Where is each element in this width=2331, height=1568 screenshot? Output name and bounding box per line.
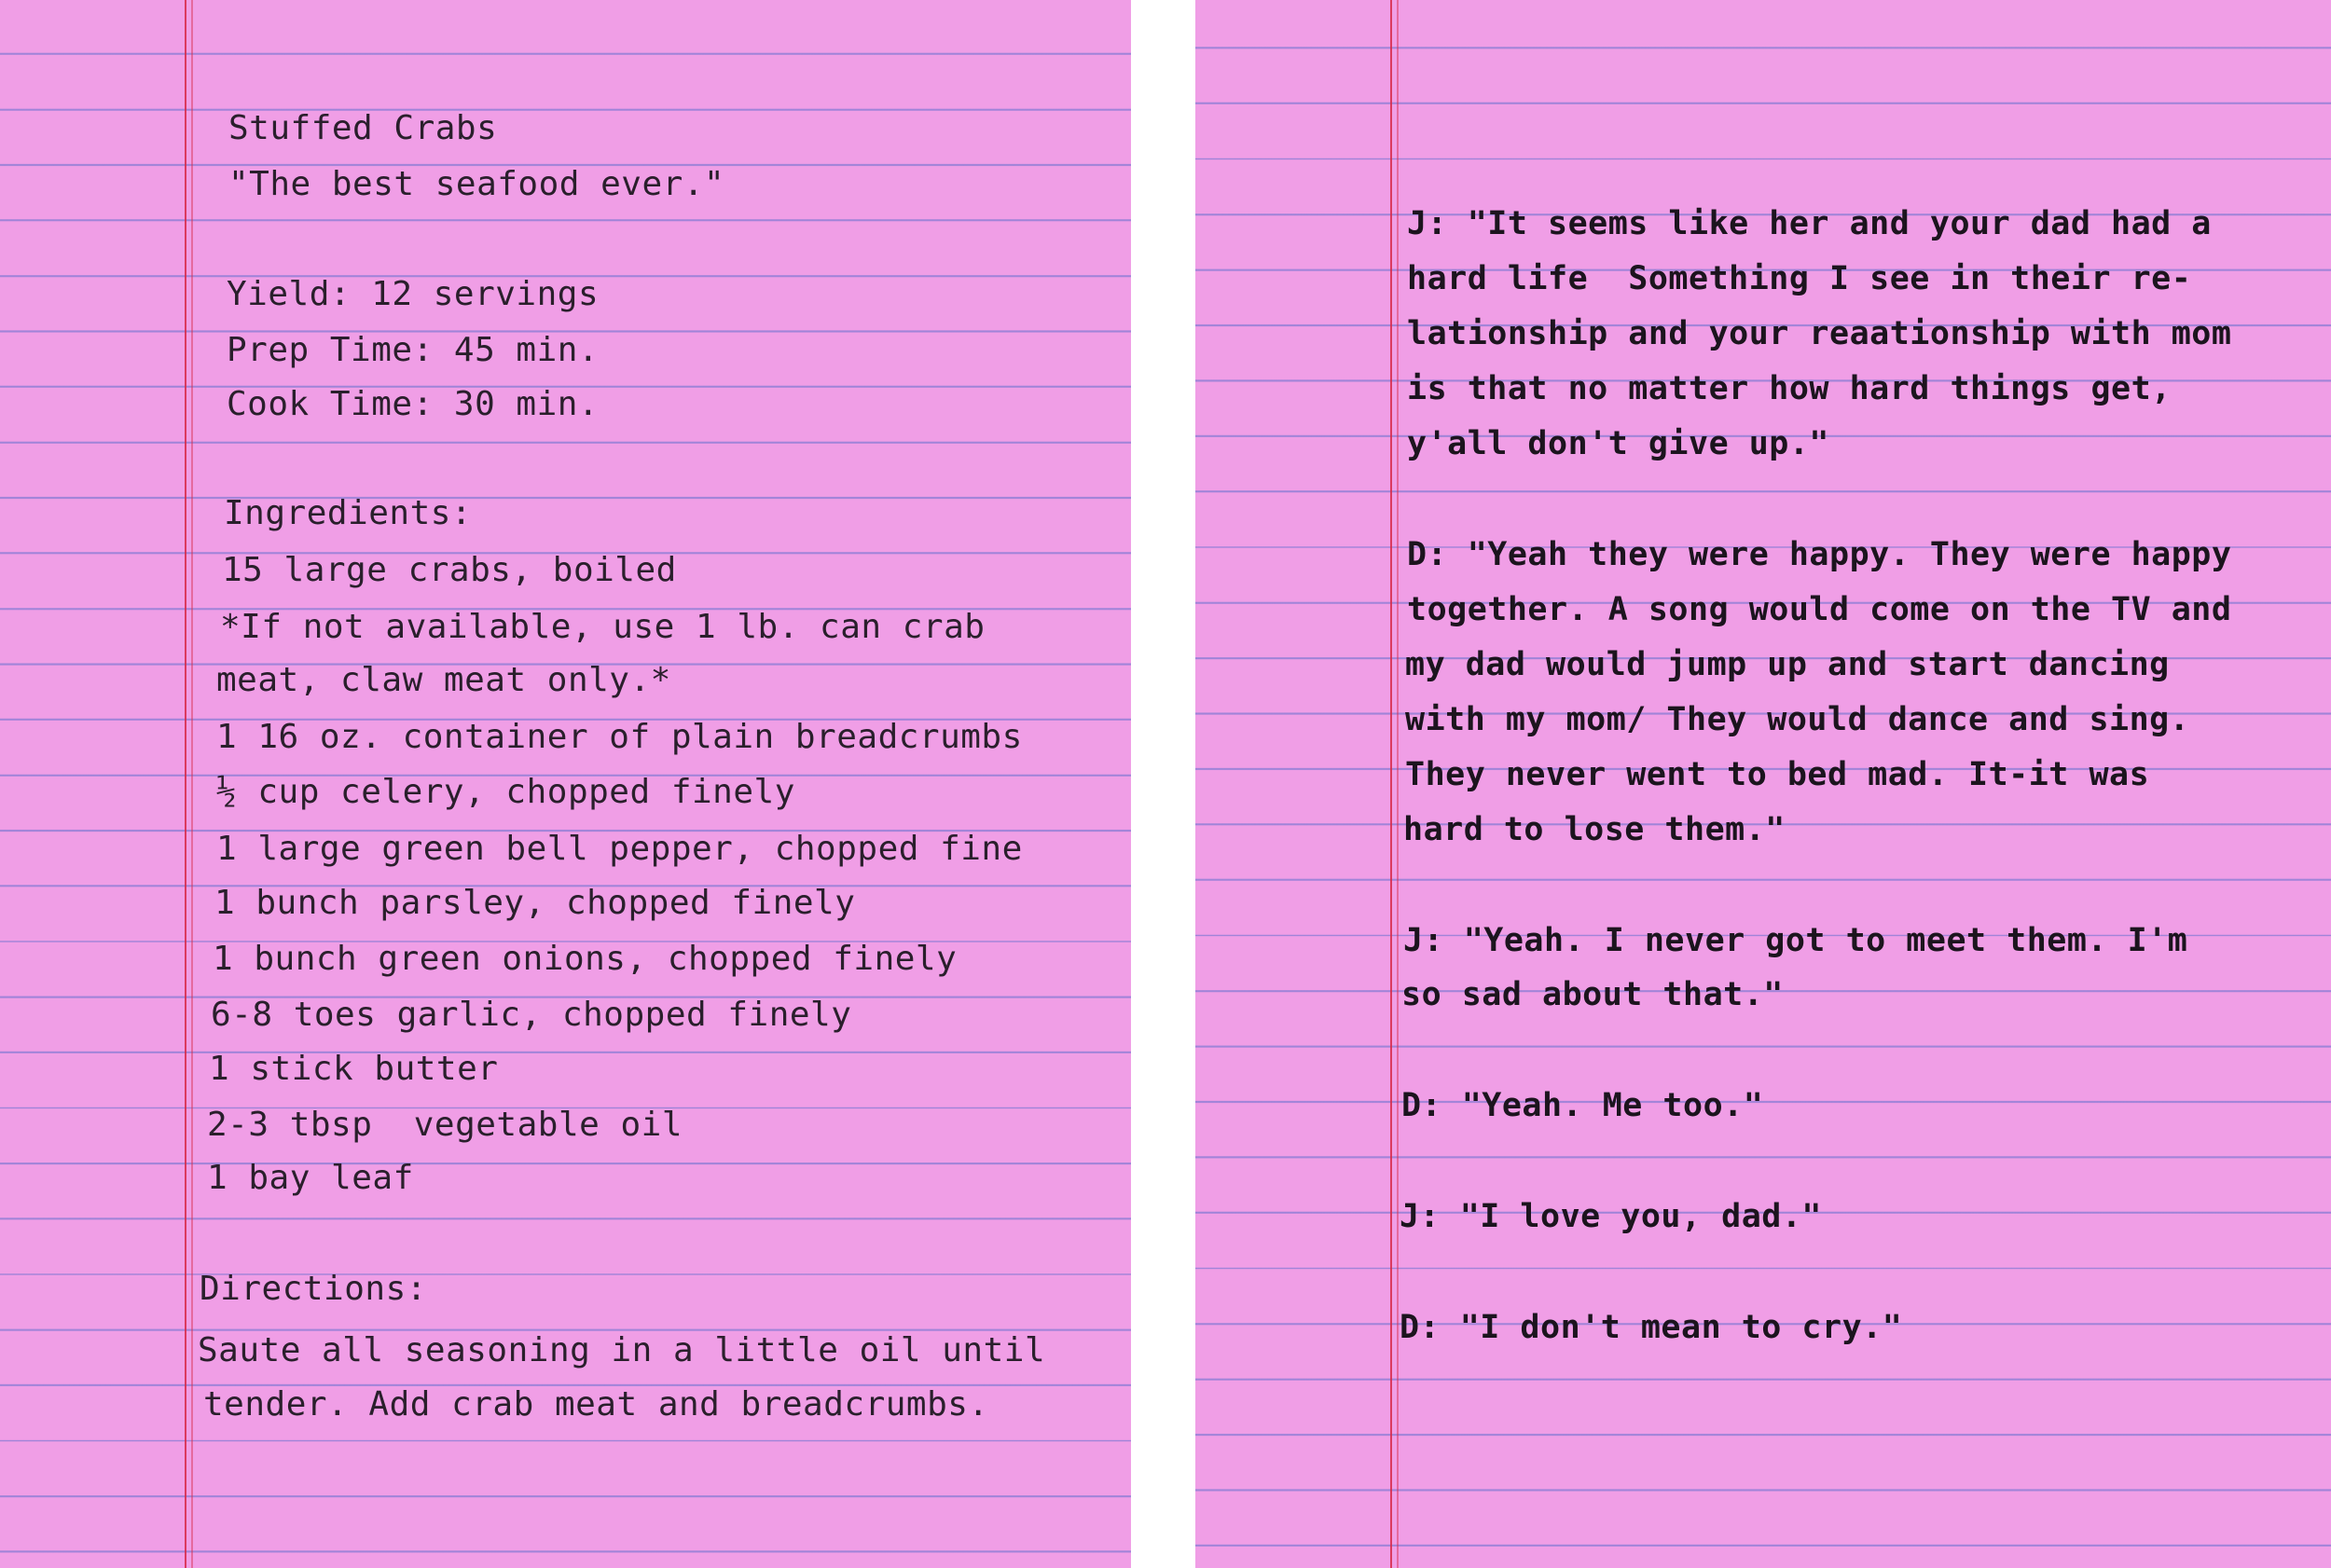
- dialogue-line: D: "I don't mean to cry.": [1400, 1309, 1903, 1346]
- dialogue-line: D: "Yeah. Me too.": [1401, 1087, 1764, 1124]
- margin-line: [185, 0, 186, 1568]
- dialogue-line: my dad would jump up and start dancing: [1405, 646, 2170, 683]
- ingredient-item: 1 bunch parsley, chopped finely: [214, 884, 856, 922]
- ingredient-item: 1 stick butter: [209, 1050, 499, 1088]
- margin-line: [191, 0, 193, 1568]
- ingredient-item: 2-3 tbsp vegetable oil: [207, 1106, 683, 1144]
- dialogue-line: is that no matter how hard things get,: [1407, 370, 2172, 407]
- dialogue-line: D: "Yeah they were happy. They were happy: [1407, 536, 2232, 573]
- recipe-prep-time: Prep Time: 45 min.: [227, 331, 600, 369]
- dialogue-line: J: "I love you, dad.": [1400, 1198, 1823, 1235]
- directions-heading: Directions:: [200, 1270, 427, 1308]
- ingredient-item: meat, claw meat only.*: [216, 661, 671, 699]
- dialogue-line: y'all don't give up.": [1407, 425, 1830, 462]
- margin-line: [1397, 0, 1399, 1568]
- dialogue-line: J: "It seems like her and your dad had a: [1407, 205, 2212, 242]
- dialogue-line: with my mom/ They would dance and sing.: [1405, 701, 2190, 738]
- dialogue-line: They never went to bed mad. It-it was: [1405, 756, 2150, 793]
- ingredient-item: 1 bay leaf: [207, 1159, 414, 1197]
- ingredient-item: 15 large crabs, boiled: [222, 551, 677, 589]
- ingredient-item: 1 large green bell pepper, chopped fine: [216, 830, 1023, 868]
- recipe-yield: Yield: 12 servings: [227, 275, 600, 313]
- dialogue-line: hard to lose them.": [1403, 811, 1786, 848]
- ingredient-item: 1 bunch green onions, chopped finely: [213, 940, 958, 978]
- ingredient-item: ½ cup celery, chopped finely: [216, 773, 795, 811]
- ingredient-item: 1 16 oz. container of plain breadcrumbs: [216, 718, 1023, 756]
- dialogue-line: together. A song would come on the TV and: [1407, 591, 2232, 628]
- recipe-tagline: "The best seafood ever.": [228, 165, 725, 203]
- dialogue-page: [1195, 0, 2331, 1568]
- directions-line: Saute all seasoning in a little oil until: [198, 1331, 1046, 1369]
- directions-line: tender. Add crab meat and breadcrumbs.: [203, 1385, 989, 1424]
- dialogue-line: so sad about that.": [1401, 976, 1784, 1013]
- recipe-cook-time: Cook Time: 30 min.: [227, 385, 600, 423]
- recipe-title: Stuffed Crabs: [228, 109, 498, 147]
- ingredient-item: *If not available, use 1 lb. can crab: [220, 608, 986, 646]
- dialogue-line: hard life Something I see in their re-: [1407, 260, 2192, 297]
- dialogue-line: lationship and your reaationship with mom: [1407, 315, 2232, 352]
- ingredients-heading: Ingredients:: [224, 494, 473, 532]
- dialogue-line: J: "Yeah. I never got to meet them. I'm: [1403, 922, 2188, 959]
- ingredient-item: 6-8 toes garlic, chopped finely: [211, 996, 852, 1034]
- recipe-page: [0, 0, 1131, 1568]
- margin-line: [1390, 0, 1392, 1568]
